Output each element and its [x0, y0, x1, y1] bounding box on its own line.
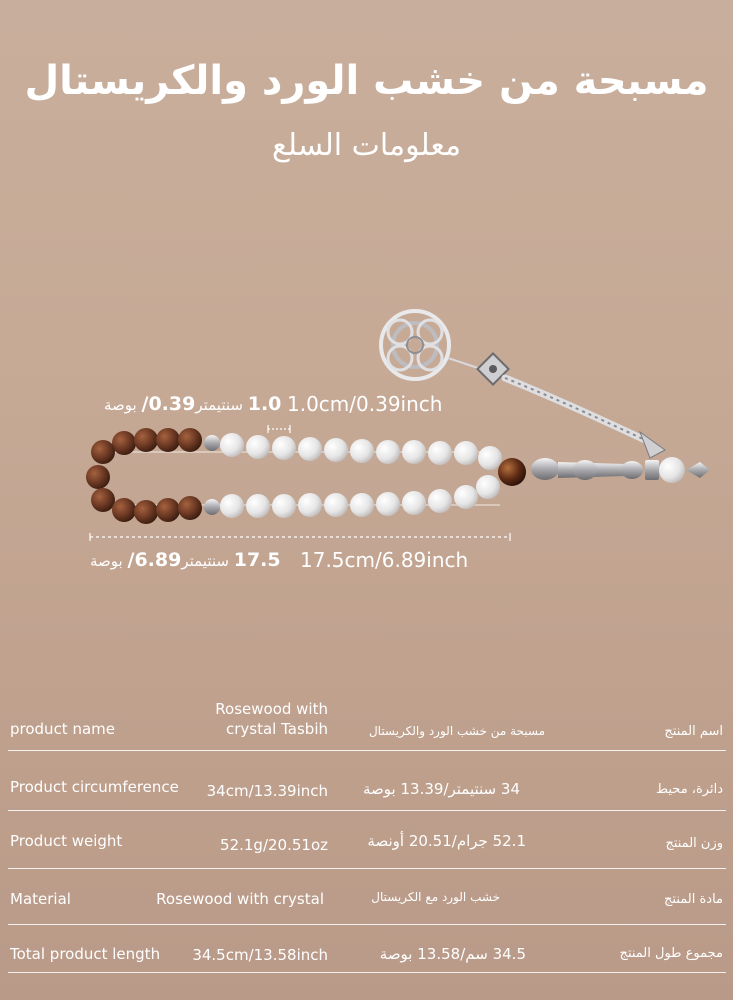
page-subtitle: معلومات السلع [271, 128, 462, 163]
spec-label-en: Material [10, 890, 71, 908]
silver-tassel [531, 457, 710, 483]
spec-label-ar: وزن المنتج [665, 836, 723, 851]
length-ar-cm: 17.5 [233, 549, 281, 571]
spec-label-en: Total product length [10, 945, 161, 963]
rosewood-beads [86, 428, 202, 524]
spec-label-ar: دائرة، محيط [656, 782, 723, 797]
page-title: مسبحة من خشب الورد والكريستال [24, 58, 709, 104]
table-divider [8, 972, 726, 973]
spec-label-ar: مجموع طول المنتج [619, 946, 723, 961]
spec-value-en: Rosewood with crystal [156, 890, 324, 908]
spec-value-ar: 34 سنتيمتر/13.39 بوصة [363, 780, 520, 798]
spec-label-ar: اسم المنتج [664, 724, 723, 739]
length-ar-inch-unit: بوصة [90, 552, 123, 570]
length-ar [90, 549, 281, 571]
spec-value-en: 34cm/13.39inch [206, 782, 328, 800]
spec-row-product-name [0, 700, 733, 750]
length-dimension-marker [90, 533, 510, 541]
table-divider [8, 750, 726, 751]
spec-value-en-line1: Rosewood with [215, 700, 328, 718]
spec-label-en: Product weight [10, 832, 123, 850]
bead-size-ar-cm-unit: سنتيمتر [195, 396, 243, 414]
spec-row-circumference [0, 760, 733, 810]
length-ar-cm-unit: سنتيمتر [181, 552, 229, 570]
spec-value-en: 52.1g/20.51oz [220, 836, 328, 854]
bead-size-ar [104, 393, 281, 415]
spec-row-total-length [0, 932, 733, 982]
table-divider [8, 868, 726, 869]
length-en: 17.5cm/6.89inch [300, 548, 469, 572]
table-divider [8, 924, 726, 925]
spec-label-ar: مادة المنتج [664, 892, 723, 907]
bead-size-ar-inch: 0.39/ [141, 393, 196, 415]
bead-size-ar-cm: 1.0 [247, 393, 282, 415]
spec-value-ar: 52.1 جرام/20.51 أونصة [367, 832, 526, 850]
imam-bead [498, 458, 526, 486]
spec-value-ar: خشب الورد مع الكريستال [371, 890, 500, 904]
spec-label-en: product name [10, 720, 115, 738]
table-divider [8, 810, 726, 811]
spec-value-ar: 34.5 سم/13.58 بوصة [379, 945, 526, 963]
bead-size-en: 1.0cm/0.39inch [287, 392, 443, 416]
bead-size-ar-inch-unit: بوصة [104, 396, 137, 414]
spec-value-en-line2: crystal Tasbih [226, 720, 328, 738]
knot-medallion [381, 311, 449, 379]
spec-row-weight [0, 820, 733, 870]
silver-chain [505, 378, 665, 458]
spec-row-material [0, 876, 733, 926]
spec-value-en: 34.5cm/13.58inch [192, 946, 328, 964]
bead-dimension-marker [268, 425, 290, 433]
spec-label-en: Product circumference [10, 778, 179, 796]
silver-spacers [204, 435, 220, 515]
crystal-beads [220, 433, 502, 518]
cross-charm [448, 353, 509, 384]
spec-value-ar: مسبحة من خشب الورد والكريستال [368, 724, 545, 738]
length-ar-inch: 6.89/ [127, 549, 182, 571]
